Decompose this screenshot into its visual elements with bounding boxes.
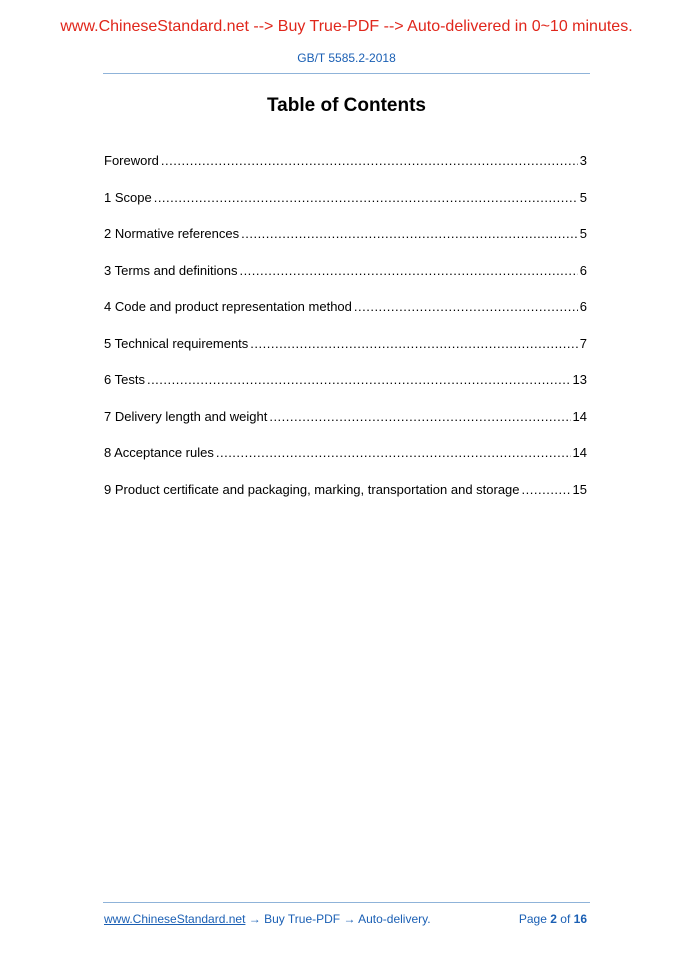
toc-leader-dots <box>216 443 571 463</box>
toc-entry-delivery-length-weight[interactable] <box>104 407 587 444</box>
toc-entry-label: 6 Tests <box>104 372 145 387</box>
toc-entry-page: 14 <box>572 445 587 460</box>
toc-entry-label: 1 Scope <box>104 189 152 205</box>
standard-code: GB/T 5585.2-2018 <box>297 51 396 65</box>
toc-entry-label: 3 Terms and definitions <box>104 262 238 278</box>
toc-entry-normative-references[interactable] <box>104 224 587 261</box>
toc-leader-dots <box>522 480 571 500</box>
promo-banner[interactable]: www.ChineseStandard.net --> Buy True-PDF --> Auto-delivered in 0~10 minutes. <box>60 18 633 35</box>
toc-leader-dots <box>269 407 570 427</box>
toc-entry-scope[interactable] <box>104 188 587 225</box>
toc-entry-page: 5 <box>579 189 587 205</box>
current-page-number: 2 <box>550 912 557 926</box>
toc-leader-dots <box>161 151 578 171</box>
toc-entry-code-representation[interactable] <box>104 297 587 334</box>
toc-entry-page: 15 <box>572 481 587 497</box>
footer-promo-suffix: → Buy True-PDF → Auto-delivery. <box>245 912 431 926</box>
toc-entry-page: 14 <box>572 408 587 424</box>
toc-entry-label: 5 Technical requirements <box>104 335 249 351</box>
page-title: Table of Contents <box>266 95 427 116</box>
total-page-count: 16 <box>573 912 587 926</box>
toc-entry-tests[interactable] <box>104 370 587 407</box>
page-footer <box>104 912 587 926</box>
page-label: Page <box>518 912 547 926</box>
toc-leader-dots <box>241 224 578 244</box>
toc-entry-label: 8 Acceptance rules <box>104 445 214 460</box>
toc-entry-label: 9 Product certificate and packaging, marking, transportation and storage <box>104 481 520 497</box>
footer-divider <box>103 902 590 903</box>
toc-entry-page: 13 <box>572 372 587 387</box>
toc-entry-acceptance-rules[interactable] <box>104 443 587 480</box>
toc-entry-page: 6 <box>579 262 587 278</box>
toc-leader-dots <box>239 261 577 281</box>
toc-entry-terms-definitions[interactable] <box>104 261 587 298</box>
toc-entry-page: 7 <box>579 335 587 351</box>
toc-entry-label: 7 Delivery length and weight <box>104 408 268 424</box>
toc-entry-product-certificate[interactable] <box>104 480 587 517</box>
toc-entry-technical-requirements[interactable] <box>104 334 587 371</box>
page-indicator <box>519 912 587 926</box>
toc-entry-page: 6 <box>579 299 587 314</box>
header-divider <box>103 73 590 74</box>
toc-leader-dots <box>147 370 571 390</box>
toc-leader-dots <box>354 297 578 317</box>
toc-list <box>104 151 587 516</box>
toc-entry-foreword[interactable] <box>104 151 587 188</box>
toc-entry-label: 2 Normative references <box>104 226 240 241</box>
of-label: of <box>560 912 571 926</box>
footer-promo <box>104 912 431 926</box>
footer-site-link[interactable]: www.ChineseStandard.net <box>104 912 246 926</box>
toc-entry-page: 5 <box>579 226 587 241</box>
toc-leader-dots <box>154 188 578 208</box>
toc-leader-dots <box>250 334 577 354</box>
toc-entry-label: Foreword <box>104 153 159 168</box>
toc-entry-page: 3 <box>579 153 587 168</box>
toc-entry-label: 4 Code and product representation method <box>104 299 352 314</box>
